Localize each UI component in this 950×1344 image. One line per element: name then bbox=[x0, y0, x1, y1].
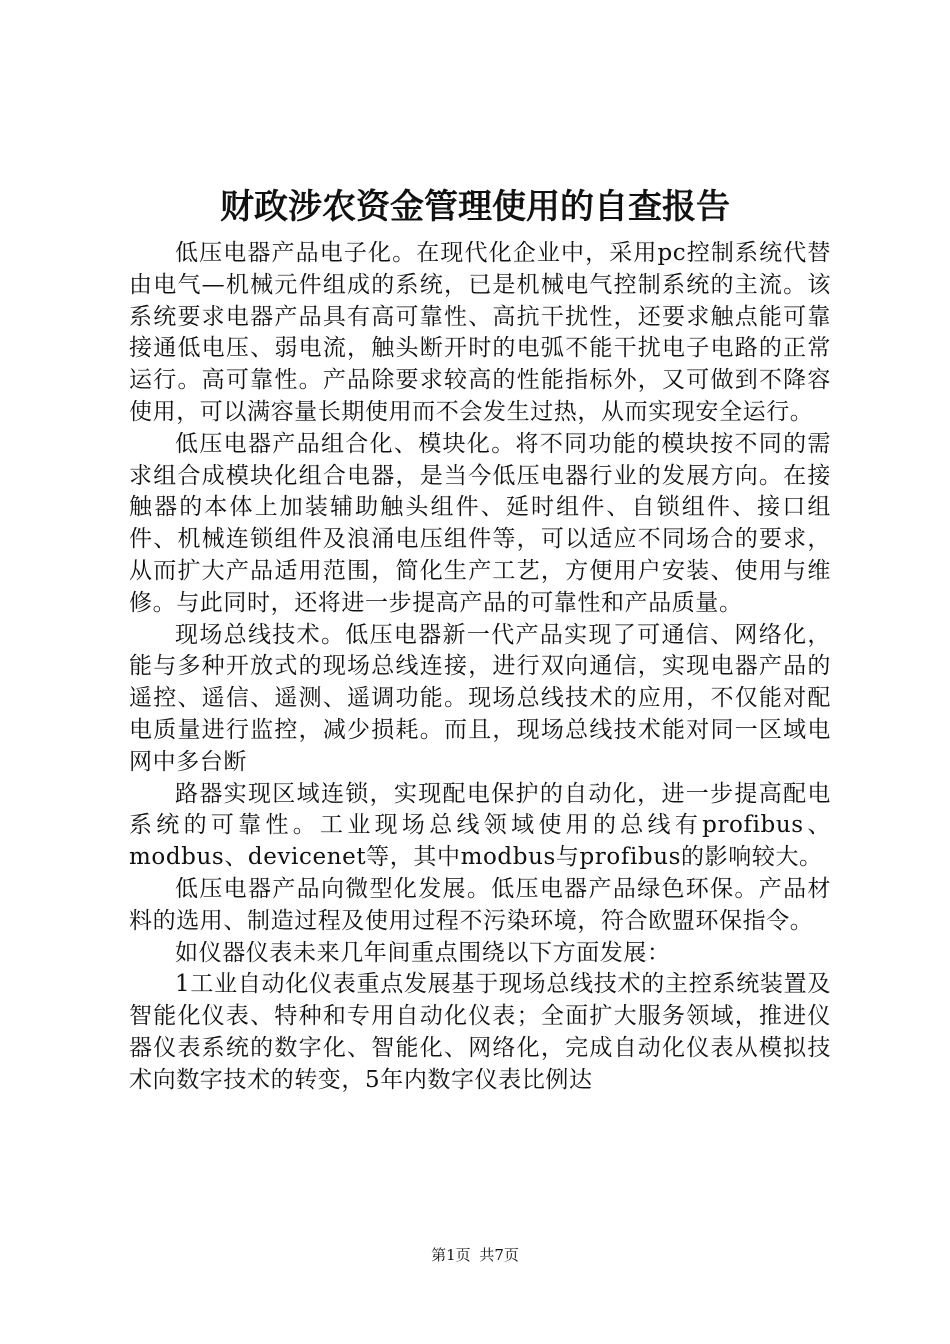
paragraph-instrument-intro: 如仪器仪表未来几年间重点围绕以下方面发展： bbox=[175, 939, 671, 966]
paragraph-fieldbus: 现场总线技术。低压电器新一代产品实现了可通信、网络化，能与多种开放式的现场总线连接，进行双向通信，实现电器产品的遥控、遥信、遥测、遥调功能。现场总线技术的应用，不仅能对配电质量进行监控，减少损耗。而且，现场总线技术能对同一区域电网中多台断 bbox=[129, 621, 831, 775]
paragraph-fieldbus-continued: 路器实现区域连锁，实现配电保护的自动化，进一步提高配电系统的可靠性。工业现场总线领域使用的总线有profibus、modbus、devicenet等，其中modbus与profibus的影响较大。 bbox=[129, 780, 831, 871]
paragraph-modular: 低压电器产品组合化、模块化。将不同功能的模块按不同的需求组合成模块化组合电器，是当今低压电器行业的发展方向。在接触器的本体上加装辅助触头组件、延时组件、自锁组件、接口组件、机械连锁组件及浪涌电压组件等，可以适应不同场合的要求，从而扩大产品适用范围，简化生产工艺，方便用户安装、使用与维修。与此同时，还将进一步提高产品的可靠性和产品质量。 bbox=[129, 430, 831, 616]
paragraph-miniaturization: 低压电器产品向微型化发展。低压电器产品绿色环保。产品材料的选用、制造过程及使用过程不污染环境，符合欧盟环保指令。 bbox=[129, 875, 831, 934]
document-title: 财政涉农资金管理使用的自查报告 bbox=[220, 187, 730, 227]
page-footer bbox=[0, 1245, 950, 1265]
document-body bbox=[129, 238, 831, 1097]
paragraph-electronic: 低压电器产品电子化。在现代化企业中，采用pc控制系统代替由电气—机械元件组成的系统，已是机械电气控制系统的主流。该系统要求电器产品具有高可靠性、高抗干扰性，还要求触点能可靠接通低电压、弱电流，触头断开时的电弧不能干扰电子电路的正常运行。高可靠性。产品除要求较高的性能指标外，又可做到不降容使用，可以满容量长期使用而不会发生过热，从而实现安全运行。 bbox=[129, 240, 831, 425]
page-number: 第1页 bbox=[431, 1246, 471, 1264]
page-total: 共7页 bbox=[479, 1246, 519, 1264]
paragraph-instrument-point-1: 1工业自动化仪表重点发展基于现场总线技术的主控系统装置及智能化仪表、特种和专用自动化仪表；全面扩大服务领域，推进仪器仪表系统的数字化、智能化、网络化，完成自动化仪表从模拟技术向数字技术的转变，5年内数字仪表比例达 bbox=[129, 971, 831, 1093]
